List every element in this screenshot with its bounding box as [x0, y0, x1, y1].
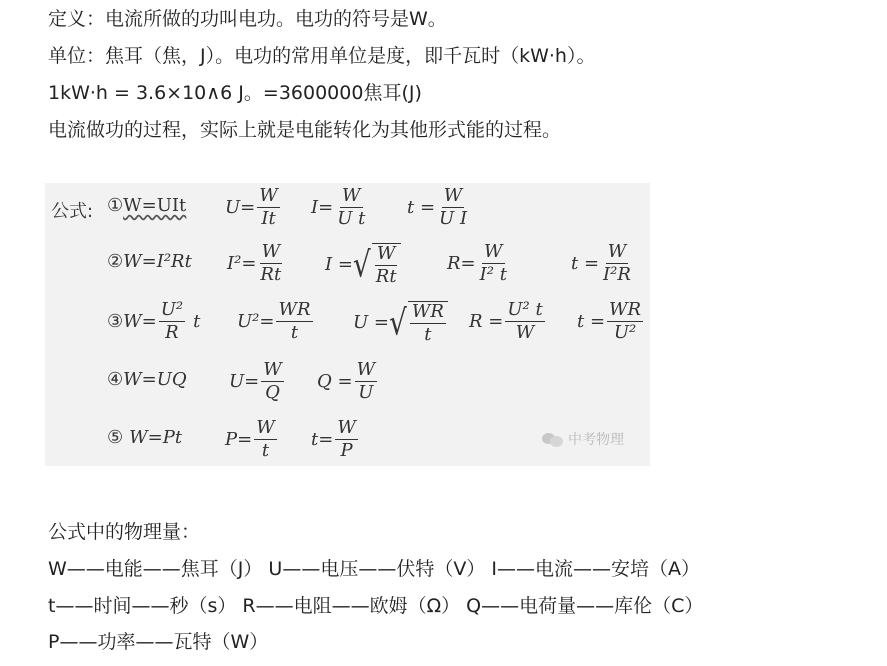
formula-5-expression: W=Pt [129, 427, 183, 448]
formula-1-i-lhs: I= [311, 196, 334, 218]
formula-1-expression: W=UIt [123, 195, 187, 216]
formula-2-r-den: I² t [479, 264, 507, 285]
formula-1-i-fraction [335, 187, 367, 228]
formula-5-p-den: t [261, 440, 270, 461]
formula-4-q-lhs: Q = [317, 370, 353, 392]
formula-3-num: U² [160, 299, 184, 320]
formula-1-t-den: U I [439, 208, 468, 229]
quantities-heading: 公式中的物理量： [48, 521, 201, 543]
formula-3-t-lhs: t = [577, 310, 606, 332]
formula-2-i2-den: Rt [260, 264, 282, 285]
formula-3-u-den: t [424, 324, 432, 345]
formula-4-expression: W=UQ [123, 369, 187, 390]
formula-2-expression: W=I²Rt [123, 251, 192, 272]
formula-3-r [469, 301, 547, 342]
formula-1-u-num: W [259, 185, 278, 206]
watermark [542, 429, 624, 449]
conversion-text: 1kW·h = 3.6×10∧6 J。=3600000焦耳(J) [48, 82, 422, 104]
formula-5-t-lhs: t= [311, 428, 334, 450]
formula-1-t-fraction [437, 187, 469, 228]
formula-3-fraction [159, 301, 185, 342]
formula-1-main [107, 197, 186, 215]
formula-2-t [571, 243, 635, 284]
formula-image [45, 183, 650, 466]
formula-1-i-den: U t [337, 208, 366, 229]
formula-3-u2-den: t [290, 322, 299, 343]
formula-3-u-sqrt [389, 301, 448, 344]
formula-3-tail: t [193, 310, 201, 332]
formula-label: 公式: [51, 201, 94, 222]
formula-5-p-lhs: P= [225, 428, 253, 450]
formula-3-u [353, 301, 448, 344]
formula-1-i-num: W [342, 185, 361, 206]
formula-2-marker: ② [107, 251, 124, 272]
formula-2-t-lhs: t = [571, 252, 600, 274]
formula-5-t-den: P [340, 440, 353, 461]
formula-2-i-sqrt [353, 243, 401, 286]
formula-2-i2-lhs: I²= [227, 252, 257, 274]
formula-1-u-fraction [257, 187, 280, 228]
formula-1-t-num: W [443, 185, 463, 206]
formula-5-p-num: W [256, 417, 275, 438]
formula-3-r-lhs: R = [469, 310, 504, 332]
formula-3-u-num: WR [411, 301, 444, 322]
formula-4-q-num: W [356, 359, 376, 380]
formula-3-u2-lhs: U²= [237, 310, 275, 332]
formula-2-i-fraction [374, 245, 399, 286]
formula-4-u-den: Q [265, 382, 280, 403]
formula-3-t-den: U² [613, 322, 637, 343]
sqrt-icon: √ [388, 301, 407, 343]
formula-3-t-fraction [607, 301, 643, 342]
formula-2-r [447, 243, 511, 284]
formula-4-u-lhs: U= [229, 370, 260, 392]
formula-5-t [311, 419, 360, 460]
formula-4-q-den: U [358, 382, 374, 403]
formula-5-t-fraction [335, 419, 358, 460]
formula-2-t-den: I²R [603, 264, 631, 285]
formula-3-r-num: U² t [507, 299, 543, 320]
formula-3-marker: ③ [107, 310, 124, 332]
formula-1-marker: ① [107, 195, 124, 216]
formula-4-q-fraction [355, 361, 378, 402]
formula-2-i2-fraction [258, 243, 283, 284]
quantities-line-3: P——功率——瓦特（W） [48, 631, 269, 653]
formula-5-t-num: W [337, 417, 356, 438]
formula-2-i [325, 243, 401, 286]
formula-5-marker: ⑤ [107, 427, 124, 448]
quantities-line-2: t——时间——秒（s） R——电阻——欧姆（Ω） Q——电荷量——库伦（C） [48, 595, 704, 617]
unit-text: 单位：焦耳（焦，J）。电功的常用单位是度，即千瓦时（kW·h）。 [48, 45, 596, 67]
formula-3-t-num: WR [609, 299, 642, 320]
formula-2-t-num: W [607, 241, 627, 262]
process-text: 电流做功的过程，实际上就是电能转化为其他形式能的过程。 [48, 119, 562, 141]
chat-bubbles-icon [542, 431, 564, 447]
formula-3-main [107, 301, 200, 342]
formula-3-lhs: W= [123, 310, 157, 332]
formula-2-t-fraction [601, 243, 633, 284]
formula-5-p [225, 419, 279, 460]
formula-3-r-den: W [515, 322, 535, 343]
formula-5-p-fraction [254, 419, 277, 460]
formula-4-u [229, 361, 286, 402]
formula-1-u [225, 187, 282, 228]
formula-3-u2-fraction [276, 301, 312, 342]
formula-3-u2 [237, 301, 315, 342]
formula-4-main [107, 371, 187, 389]
formula-2-i-lhs: I = [325, 253, 353, 275]
watermark-text: 中考物理 [568, 432, 624, 448]
formula-4-u-fraction [261, 361, 284, 402]
formula-2-r-num: W [484, 241, 503, 262]
formula-2-main [107, 253, 192, 271]
formula-3-u-lhs: U = [353, 311, 389, 333]
definition-text: 定义：电流所做的功叫电功。电功的符号是W。 [48, 8, 447, 30]
formula-1-u-den: It [261, 208, 276, 229]
formula-3-den: R [165, 322, 179, 343]
quantities-line-1: W——电能——焦耳（J） U——电压——伏特（V） I——电流——安培（A） [48, 558, 700, 580]
formula-1-u-lhs: U= [225, 196, 256, 218]
formula-4-marker: ④ [107, 369, 124, 390]
formula-4-u-num: W [263, 359, 282, 380]
formula-2-i-num: W [376, 243, 396, 264]
formula-3-r-fraction [505, 301, 544, 342]
formula-1-t [407, 187, 471, 228]
formula-3-u-fraction [410, 303, 446, 344]
formula-1-t-lhs: t = [407, 196, 436, 218]
formula-3-u2-num: WR [278, 299, 311, 320]
formula-2-i-den: Rt [375, 266, 397, 287]
formula-4-q [317, 361, 379, 402]
formula-5-main [107, 429, 182, 447]
formula-1-i [311, 187, 369, 228]
formula-2-r-fraction [478, 243, 509, 284]
formula-3-t [577, 301, 645, 342]
formula-2-r-lhs: R= [447, 252, 476, 274]
formula-2-i2-num: W [261, 241, 281, 262]
formula-2-i2 [227, 243, 285, 284]
sqrt-icon: √ [352, 243, 371, 285]
